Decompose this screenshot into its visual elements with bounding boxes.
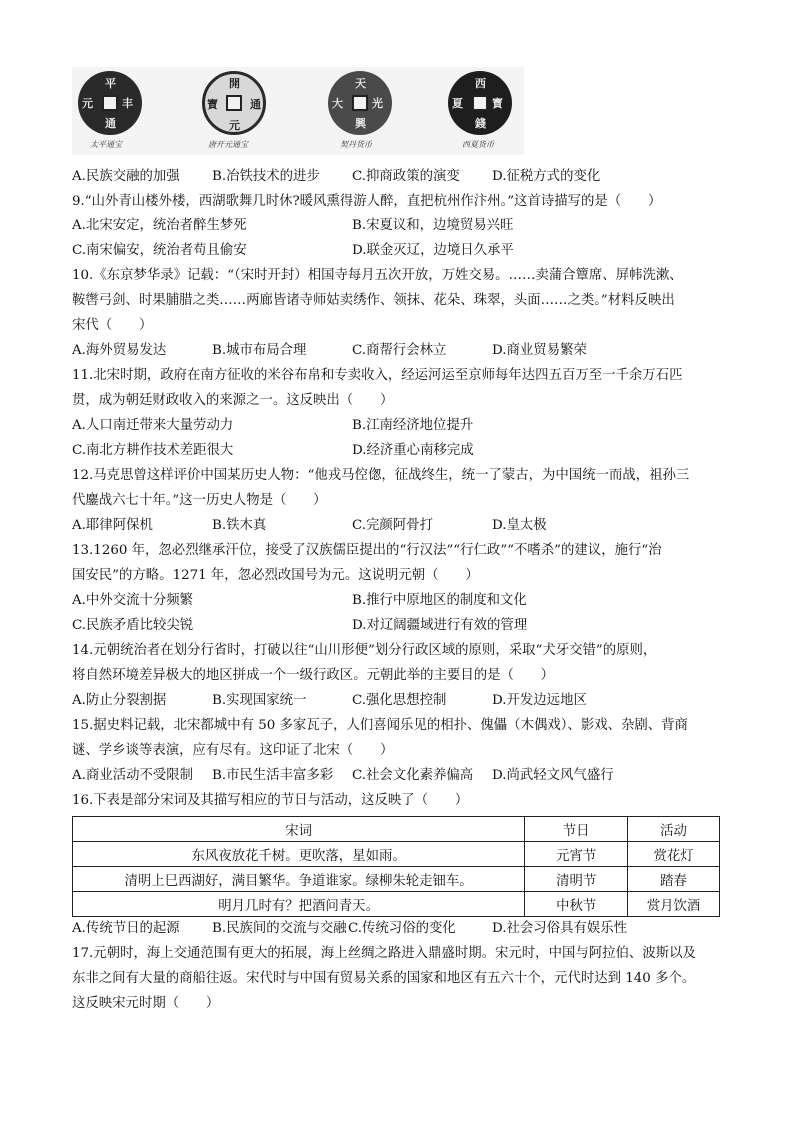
q9-option-b: B.宋夏议和，边境贸易兴旺 xyxy=(352,218,514,233)
q13-option-c: C.民族矛盾比较尖锐 xyxy=(72,618,194,633)
q14-option-b: B.实现国家统一 xyxy=(212,693,307,708)
table-row xyxy=(73,867,720,892)
table-cell: 踏春 xyxy=(628,867,720,892)
q14-option-c: C.强化思想控制 xyxy=(352,693,447,708)
q10-option-c: C.商帮行会林立 xyxy=(352,343,447,358)
q11-option-a: A.人口南迁带来大量劳动力 xyxy=(72,418,234,433)
table-cell: 东风夜放花千树。更吹落，星如雨。 xyxy=(73,842,525,867)
q15-option-a: A.商业活动不受限制 xyxy=(72,768,194,783)
q15-option-b: B.市民生活丰富多彩 xyxy=(212,768,334,783)
q13-option-b: B.推行中原地区的制度和文化 xyxy=(352,593,527,608)
table-header: 宋词 xyxy=(73,817,525,842)
q12-stem: 代鏖战六七十年。”这一历史人物是（ ） xyxy=(72,493,327,508)
q15-stem: 15.据史料记载，北宋都城中有 50 多家瓦子，人们喜闻乐见的相扑、傀儡（木偶戏）、影戏、杂剧、背商 xyxy=(72,718,688,733)
coin-kaiyuan-image: 開 寶 通 元 xyxy=(202,71,266,135)
q16-option-c: C.传统习俗的变化 xyxy=(348,921,456,936)
q8-option-d: D.征税方式的变化 xyxy=(492,169,601,184)
q14-option-d: D.开发边远地区 xyxy=(492,693,587,708)
coin-caption: 西夏货币 xyxy=(462,140,494,149)
table-row xyxy=(73,842,720,867)
q9-option-a: A.北宋安定，统治者醉生梦死 xyxy=(72,218,247,233)
table-cell: 清明上巳西湖好，满目繁华。争道谁家。绿柳朱轮走钿车。 xyxy=(73,867,525,892)
table-cell: 清明节 xyxy=(525,867,628,892)
q10-stem: 鞍辔弓剑、时果脯腊之类……两廊皆诸寺师姑卖绣作、领抹、花朵、珠翠，头面……之类。”材料反映出 xyxy=(72,293,675,308)
q14-stem: 将自然环境差异极大的地区拼成一个一级行政区。元朝此举的主要目的是（ ） xyxy=(72,668,555,683)
q10-stem: 宋代（ ） xyxy=(72,318,153,333)
q15-option-d: D.尚武轻文风气盛行 xyxy=(492,768,614,783)
q17-stem: 这反映宋元时期（ ） xyxy=(72,996,220,1011)
coin-caption: 太平通宝 xyxy=(90,140,122,149)
q14-option-a: A.防止分裂割据 xyxy=(72,693,167,708)
q17-stem: 东非之间有大量的商船往返。宋代时与中国有贸易关系的国家和地区有五六十个，元代时达到 140 多个。 xyxy=(72,971,696,986)
q12-option-b: B.铁木真 xyxy=(212,518,267,533)
table-cell: 元宵节 xyxy=(525,842,628,867)
q17-stem: 17.元朝时，海上交通范围有更大的拓展，海上丝绸之路进入鼎盛时期。宋元时，中国与阿拉伯、波斯以及 xyxy=(72,946,696,961)
q16-option-b: B.民族间的交流与交融 xyxy=(212,921,347,936)
q12-option-c: C.完颜阿骨打 xyxy=(352,518,433,533)
q9-stem: 9.“山外青山楼外楼，西湖歌舞几时休?暖风熏得游人醉，直把杭州作汴州。”这首诗描写的是（ ） xyxy=(72,194,662,209)
q13-option-d: D.对辽阔疆域进行有效的管理 xyxy=(352,618,528,633)
coin-image-strip xyxy=(72,67,524,155)
q11-stem: 11.北宋时期，政府在南方征收的米谷布帛和专卖收入，经运河运至京师每年达四五百万至一千余万石匹 xyxy=(72,368,683,383)
table-header-row xyxy=(73,817,720,842)
table-header: 活动 xyxy=(628,817,720,842)
q8-option-a: A.民族交融的加强 xyxy=(72,169,180,184)
q10-option-d: D.商业贸易繁荣 xyxy=(492,343,587,358)
q14-stem: 14.元朝统治者在划分行省时，打破以往“山川形便”划分行政区域的原则，采取“犬牙交错”的原则， xyxy=(72,643,657,658)
q10-option-b: B.城市布局合理 xyxy=(212,343,307,358)
q16-option-d: D.社会习俗具有娱乐性 xyxy=(492,921,628,936)
coin-qidan-image: 天 大 光 興 xyxy=(328,71,392,135)
q13-stem: 13.1260 年，忽必烈继承汗位，接受了汉族儒臣提出的“行汉法”“行仁政”“不嗜杀”的建议，施行“治 xyxy=(72,543,662,558)
q13-option-a: A.中外交流十分频繁 xyxy=(72,593,194,608)
q11-stem: 贯，成为朝廷财政收入的来源之一。这反映出（ ） xyxy=(72,393,394,408)
coin-caption: 契丹货币 xyxy=(340,140,372,149)
coin-taiping-image: 元 丰 平 通 xyxy=(78,71,142,135)
table-cell: 赏花灯 xyxy=(628,842,720,867)
q8-option-b: B.冶铁技术的进步 xyxy=(212,169,320,184)
q12-option-d: D.皇太极 xyxy=(492,518,547,533)
table-header: 节日 xyxy=(525,817,628,842)
table-cell: 中秋节 xyxy=(525,892,628,917)
q11-option-d: D.经济重心南移完成 xyxy=(352,443,474,458)
coin-xixia-image: 西 夏 寳 錢 xyxy=(448,71,512,135)
q10-stem: 10.《东京梦华录》记载：“（宋时开封）相国寺每月五次开放，万姓交易。……卖蒲合簟席、屏帏洗漱、 xyxy=(72,268,683,283)
song-ci-table xyxy=(72,816,720,917)
q12-option-a: A.耶律阿保机 xyxy=(72,518,153,533)
table-cell: 明月几时有？把酒问青天。 xyxy=(73,892,525,917)
q12-stem: 12.马克思曾这样评价中国某历史人物：“他戎马倥偬，征战终生，统一了蒙古，为中国统一而战，祖孙三 xyxy=(72,468,690,483)
q16-option-a: A.传统节日的起源 xyxy=(72,921,180,936)
q15-stem: 谜、学乡谈等表演，应有尽有。这印证了北宋（ ） xyxy=(72,743,394,758)
q11-option-b: B.江南经济地位提升 xyxy=(352,418,474,433)
table-row xyxy=(73,892,720,917)
q9-option-d: D.联金灭辽，边境日久承平 xyxy=(352,243,514,258)
coin-caption: 唐开元通宝 xyxy=(208,140,248,149)
q10-option-a: A.海外贸易发达 xyxy=(72,343,167,358)
q8-option-c: C.抑商政策的演变 xyxy=(352,169,460,184)
table-cell: 赏月饮酒 xyxy=(628,892,720,917)
q9-option-c: C.南宋偏安，统治者苟且偷安 xyxy=(72,243,247,258)
q16-stem: 16.下表是部分宋词及其描写相应的节日与活动，这反映了（ ） xyxy=(72,793,469,808)
q11-option-c: C.南北方耕作技术差距很大 xyxy=(72,443,234,458)
q13-stem: 国安民”的方略。1271 年，忽必烈改国号为元。这说明元朝（ ） xyxy=(72,568,479,583)
q15-option-c: C.社会文化素养偏高 xyxy=(352,768,474,783)
